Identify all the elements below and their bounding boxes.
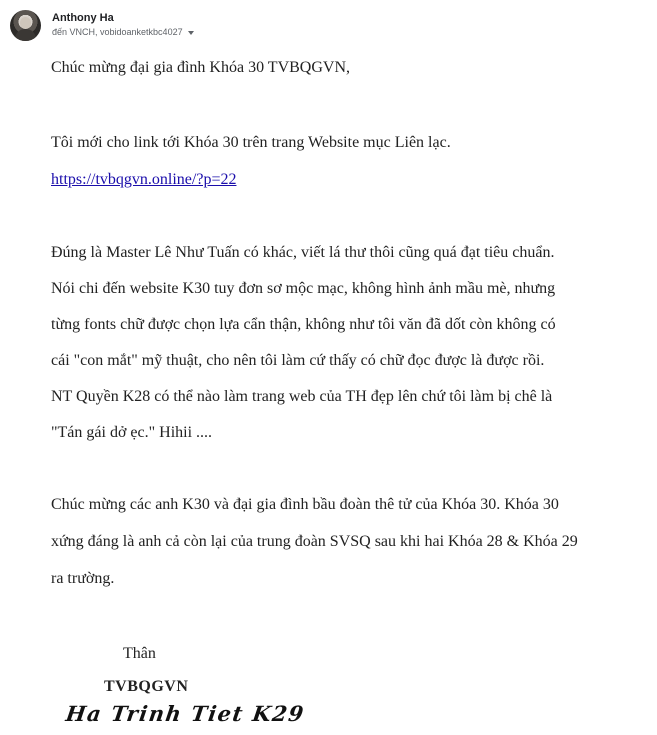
website-link[interactable]: https://tvbqgvn.online/?p=22 xyxy=(51,171,237,188)
paragraph-2-line: Nói chi đến website K30 tuy đơn sơ mộc mạc, không hình ảnh mầu mè, nhưng xyxy=(51,280,556,297)
recipients-text: đến VNCH, vobidoanketkbc4027 xyxy=(52,27,183,38)
email-body xyxy=(51,57,651,590)
signature-name: Ha Trinh Tiet K29 xyxy=(64,701,307,726)
greeting-line: Chúc mừng đại gia đình Khóa 30 TVBQGVN, xyxy=(51,59,351,76)
paragraph-2-line: từng fonts chữ được chọn lựa cẩn thận, không như tôi văn đã dốt còn không có xyxy=(51,316,556,333)
recipients-line xyxy=(52,27,194,38)
intro-line: Tôi mới cho link tới Khóa 30 trên trang Website mục Liên lạc. xyxy=(51,134,451,151)
chevron-down-icon[interactable] xyxy=(188,31,194,35)
paragraph-3-line: xứng đáng là anh cả còn lại của trung đoàn SVSQ sau khi hai Khóa 28 & Khóa 29 xyxy=(51,533,578,550)
paragraph-2-line: NT Quyền K28 có thể nào làm trang web của TH đẹp lên chứ tôi làm bị chê là xyxy=(51,388,553,405)
sender-name[interactable]: Anthony Ha xyxy=(52,12,114,24)
email-header xyxy=(10,8,194,42)
link-line xyxy=(51,169,651,191)
avatar[interactable] xyxy=(10,10,41,41)
paragraph-2 xyxy=(51,242,651,444)
paragraph-3-line: ra trường. xyxy=(51,570,115,587)
paragraph-2-line: cái "con mắt" mỹ thuật, cho nên tôi làm cứ thấy có chữ đọc được là được rồi. xyxy=(51,352,545,369)
paragraph-2-line: Đúng là Master Lê Như Tuấn có khác, viết lá thư thôi cũng quá đạt tiêu chuẩn. xyxy=(51,244,555,261)
avatar-face xyxy=(20,17,31,29)
paragraph-3-line: Chúc mừng các anh K30 và đại gia đình bầu đoàn thê tử của Khóa 30. Khóa 30 xyxy=(51,496,559,513)
paragraph-3 xyxy=(51,494,651,590)
sender-block xyxy=(52,12,194,38)
avatar-body xyxy=(15,29,36,41)
closing: Thân xyxy=(123,645,156,662)
paragraph-2-line: "Tán gái dở ẹc." Hihii .... xyxy=(51,424,213,441)
signature-org: TVBQGVN xyxy=(104,678,189,695)
